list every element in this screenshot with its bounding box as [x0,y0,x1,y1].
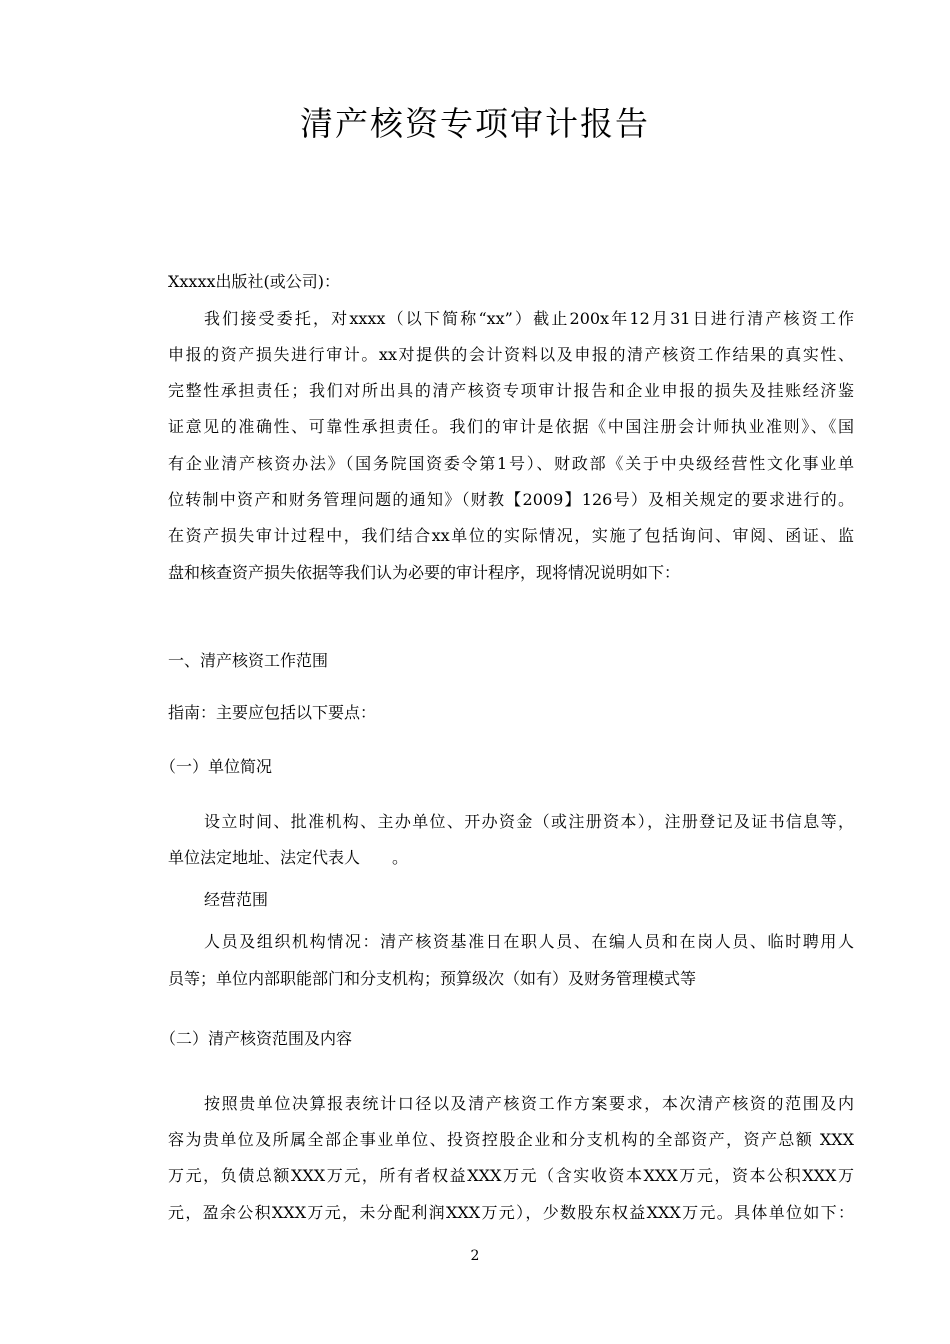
section-heading: 一、清产核资工作范围 [168,651,329,670]
intro-line: 盘和核查资产损失依据等我们认为必要的审计程序，现将情况说明如下： [168,563,681,582]
intro-line: 有企业清产核资办法》（国务院国资委令第1号）、财政部《关于中央级经营性文化事业单 [168,454,854,473]
scope-line: 容为贵单位及所属全部企事业单位、投资控股企业和分支机构的全部资产，资产总额 XXX [168,1130,854,1149]
overview-line: 单位法定地址、法定代表人 。 [168,848,409,867]
scope-line: 万元，负债总额XXX万元，所有者权益XXX万元（含实收资本XXX万元，资本公积XXX万 [168,1166,854,1185]
scope-line: 按照贵单位决算报表统计口径以及清产核资工作方案要求，本次清产核资的范围及内 [204,1094,854,1113]
subsection-heading: （一）单位简况 [160,757,273,776]
intro-line: 位转制中资产和财务管理问题的通知》（财教【2009】126号）及相关规定的要求进行的。 [168,490,854,509]
subsection-heading: （二）清产核资范围及内容 [160,1029,353,1048]
personnel-line: 员等；单位内部职能部门和分支机构；预算级次（如有）及财务管理模式等 [168,969,697,988]
business-scope-label: 经营范围 [204,890,269,909]
document-title: 清产核资专项审计报告 [300,104,650,143]
scope-line: 元，盈余公积XXX万元，未分配利润XXX万元），少数股东权益XXX万元。具体单位如下： [168,1203,854,1222]
intro-line: 证意见的准确性、可靠性承担责任。我们的审计是依据《中国注册会计师执业准则》、《国 [168,417,854,436]
page-number: 2 [470,1248,480,1264]
intro-line: 完整性承担责任；我们对所出具的清产核资专项审计报告和企业申报的损失及挂账经济鉴 [168,381,854,400]
salutation: Xxxxx出版社(或公司)： [168,272,340,291]
intro-line: 我们接受委托，对xxxx（以下简称“xx”）截止200x年12月31日进行清产核资工作 [204,309,854,328]
intro-line: 申报的资产损失进行审计。xx对提供的会计资料以及申报的清产核资工作结果的真实性、 [168,345,854,364]
personnel-line: 人员及组织机构情况：清产核资基准日在职人员、在编人员和在岗人员、临时聘用人 [204,932,854,951]
guide-text: 指南：主要应包括以下要点： [168,703,377,722]
overview-line: 设立时间、批准机构、主办单位、开办资金（或注册资本），注册登记及证书信息等， [204,812,854,831]
intro-line: 在资产损失审计过程中，我们结合xx单位的实际情况，实施了包括询问、审阅、函证、监 [168,526,854,545]
